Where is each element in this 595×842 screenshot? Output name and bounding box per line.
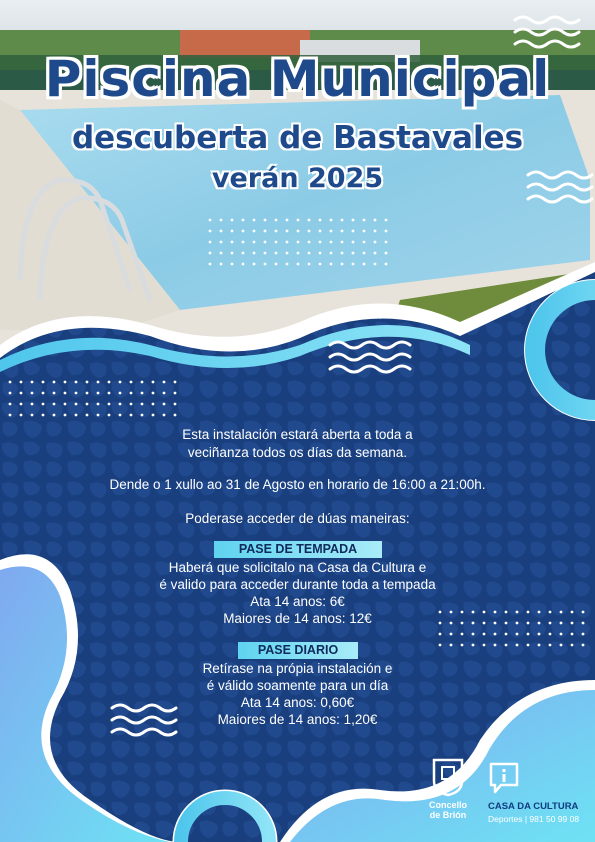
access-text: Poderase acceder de dúas maneiras:	[185, 511, 410, 526]
daily-pass-price-child: Ata 14 anos: 0,60€	[240, 695, 355, 710]
poster-title: Piscina Municipal	[44, 50, 551, 108]
schedule-text: Dende o 1 xullo ao 31 de Agosto en horario de 16:00 a 21:00h.	[109, 477, 486, 492]
intro-line-2: veciñanza todos os días da semana.	[187, 445, 408, 460]
casa-da-cultura-contact: Deportes | 981 50 99 08	[488, 814, 580, 824]
season-pass-price-adult: Maiores de 14 anos: 12€	[223, 611, 372, 626]
casa-da-cultura-title: CASA DA CULTURA	[488, 801, 579, 812]
intro-line-1: Esta instalación estará aberta a toda a	[182, 427, 413, 442]
concello-name-line-1: Concello	[428, 800, 467, 810]
daily-pass-line-1: Retírase na própia instalación e	[202, 661, 393, 676]
daily-pass-price-adult: Maiores de 14 anos: 1,20€	[217, 712, 378, 727]
concello-shield-icon	[431, 757, 465, 797]
info-bubble-icon	[487, 761, 521, 795]
daily-pass-label: PASE DIARIO	[238, 642, 358, 659]
season-pass-line-2: é valido para acceder durante toda a tempada	[159, 577, 436, 592]
daily-pass-line-2: é válido soamente para un día	[206, 678, 389, 693]
concello-name-line-2: de Brión	[429, 810, 467, 820]
season-pass-line-1: Haberá que solicitalo na Casa da Cultura e	[168, 560, 427, 575]
season-pass-label: PASE DE TEMPADA	[214, 541, 382, 558]
poster-subtitle: descuberta de Bastavales	[71, 120, 524, 156]
poster-year: verán 2025	[211, 163, 384, 194]
season-pass-price-child: Ata 14 anos: 6€	[250, 594, 345, 609]
